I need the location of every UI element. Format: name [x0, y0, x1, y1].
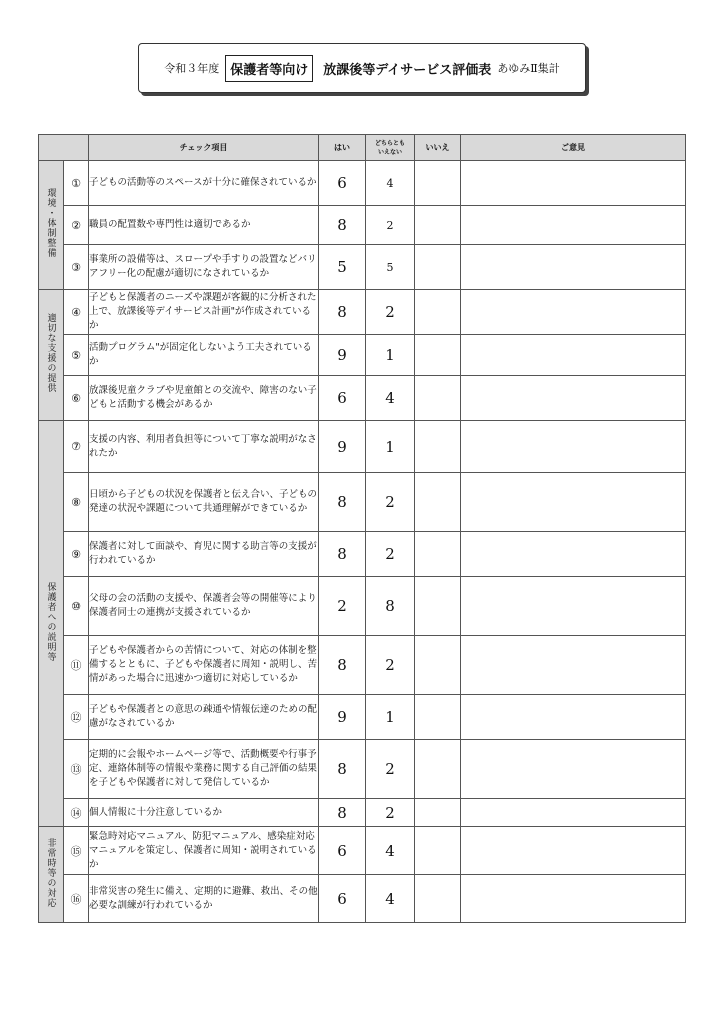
yes-count: 8 — [319, 740, 366, 799]
fiscal-year: 令和３年度 — [164, 62, 220, 75]
opinion-cell — [461, 827, 686, 875]
item-number: ⑭ — [64, 799, 89, 827]
neither-count: 2 — [366, 532, 415, 577]
no-count — [415, 577, 461, 636]
target-audience-label: 保護者等向け — [225, 55, 313, 82]
item-number: ⑥ — [64, 376, 89, 421]
no-count — [415, 421, 461, 473]
opinion-cell — [461, 335, 686, 376]
check-item-text: 活動プログラム"が固定化しないよう工夫されているか — [89, 335, 319, 376]
opinion-cell — [461, 473, 686, 532]
opinion-cell — [461, 875, 686, 923]
table-row — [39, 421, 686, 473]
opinion-cell — [461, 695, 686, 740]
header-neither — [366, 135, 415, 161]
check-item-text: 放課後児童クラブや児童館との交流や、障害のない子どもと活動する機会があるか — [89, 376, 319, 421]
table-row — [39, 376, 686, 421]
table-row — [39, 473, 686, 532]
opinion-cell — [461, 740, 686, 799]
table-row — [39, 799, 686, 827]
table-row — [39, 577, 686, 636]
check-item-text: 定期的に会報やホームページ等で、活動概要や行事予定、連絡体制等の情報や業務に関する自己評価の結果を子どもや保護者に対して発信しているか — [89, 740, 319, 799]
facility-name: あゆみⅡ集計 — [497, 62, 560, 75]
table-row — [39, 245, 686, 290]
item-number: ⑫ — [64, 695, 89, 740]
item-number: ① — [64, 161, 89, 206]
opinion-cell — [461, 421, 686, 473]
check-item-text: 支援の内容、利用者負担等について丁寧な説明がなされたか — [89, 421, 319, 473]
no-count — [415, 827, 461, 875]
check-item-text: 保護者に対して面談や、育児に関する助言等の支援が行われているか — [89, 532, 319, 577]
item-number: ⑨ — [64, 532, 89, 577]
yes-count: 8 — [319, 473, 366, 532]
no-count — [415, 473, 461, 532]
section-label: 保護者への説明等 — [45, 581, 56, 662]
check-item-text: 子どもや保護者からの苦情について、対応の体制を整備するとともに、子どもや保護者に周知・説明し、苦情があった場合に迅速かつ適切に対応しているか — [89, 636, 319, 695]
yes-count: 9 — [319, 335, 366, 376]
check-item-text: 父母の会の活動の支援や、保護者会等の開催等により保護者同士の連携が支援されているか — [89, 577, 319, 636]
header-blank-cell — [39, 135, 89, 161]
item-number: ③ — [64, 245, 89, 290]
no-count — [415, 290, 461, 335]
table-row — [39, 532, 686, 577]
yes-count: 6 — [319, 161, 366, 206]
table-row — [39, 636, 686, 695]
opinion-cell — [461, 799, 686, 827]
no-count — [415, 532, 461, 577]
section-label-cell — [39, 290, 64, 421]
item-number: ⑬ — [64, 740, 89, 799]
section-label-cell — [39, 421, 64, 827]
table-row — [39, 875, 686, 923]
opinion-cell — [461, 245, 686, 290]
yes-count: 8 — [319, 290, 366, 335]
header-yes: はい — [319, 135, 366, 161]
opinion-cell — [461, 161, 686, 206]
no-count — [415, 799, 461, 827]
section-label: 環境・体制整備 — [45, 188, 56, 258]
neither-count: 4 — [366, 875, 415, 923]
no-count — [415, 636, 461, 695]
no-count — [415, 695, 461, 740]
no-count — [415, 376, 461, 421]
check-item-text: 事業所の設備等は、スロープや手すりの設置などバリアフリー化の配慮が適切になされているか — [89, 245, 319, 290]
table-row — [39, 740, 686, 799]
item-number: ④ — [64, 290, 89, 335]
table-body — [39, 161, 686, 923]
neither-count: 2 — [366, 636, 415, 695]
item-number: ⑩ — [64, 577, 89, 636]
check-item-text: 日頃から子どもの状況を保護者と伝え合い、子どもの発達の状況や課題について共通理解ができているか — [89, 473, 319, 532]
opinion-cell — [461, 206, 686, 245]
neither-count: 2 — [366, 473, 415, 532]
header-opinion: ご意見 — [461, 135, 686, 161]
item-number: ⑧ — [64, 473, 89, 532]
neither-count: 1 — [366, 421, 415, 473]
opinion-cell — [461, 532, 686, 577]
neither-count: 2 — [366, 290, 415, 335]
no-count — [415, 875, 461, 923]
check-item-text: 非常災害の発生に備え、定期的に避難、救出、その他必要な訓練が行われているか — [89, 875, 319, 923]
item-number: ⑪ — [64, 636, 89, 695]
check-item-text: 子どもと保護者のニーズや課題が客観的に分析された上で、放課後等デイサービス計画"が作成されているか — [89, 290, 319, 335]
no-count — [415, 740, 461, 799]
neither-count: 8 — [366, 577, 415, 636]
header-neither-line2: いえない — [377, 148, 402, 156]
check-item-text: 職員の配置数や専門性は適切であるか — [89, 206, 319, 245]
evaluation-table — [38, 134, 686, 923]
form-title-box — [138, 43, 586, 93]
yes-count: 2 — [319, 577, 366, 636]
yes-count: 8 — [319, 532, 366, 577]
item-number: ⑮ — [64, 827, 89, 875]
opinion-cell — [461, 577, 686, 636]
neither-count: 2 — [366, 206, 415, 245]
no-count — [415, 206, 461, 245]
item-number: ② — [64, 206, 89, 245]
header-check-item: チェック項目 — [89, 135, 319, 161]
yes-count: 6 — [319, 827, 366, 875]
check-item-text: 子どもや保護者との意思の疎通や情報伝達のための配慮がなされているか — [89, 695, 319, 740]
neither-count: 5 — [366, 245, 415, 290]
yes-count: 6 — [319, 875, 366, 923]
section-label: 非常時等の対応 — [45, 837, 56, 908]
neither-count: 4 — [366, 827, 415, 875]
opinion-cell — [461, 376, 686, 421]
yes-count: 5 — [319, 245, 366, 290]
table-row — [39, 335, 686, 376]
section-label-cell — [39, 161, 64, 290]
item-number: ⑤ — [64, 335, 89, 376]
item-number: ⑯ — [64, 875, 89, 923]
yes-count: 9 — [319, 695, 366, 740]
header-no: いいえ — [415, 135, 461, 161]
no-count — [415, 245, 461, 290]
item-number: ⑦ — [64, 421, 89, 473]
yes-count: 8 — [319, 636, 366, 695]
table-row — [39, 695, 686, 740]
check-item-text: 緊急時対応マニュアル、防犯マニュアル、感染症対応マニュアルを策定し、保護者に周知・説明されているか — [89, 827, 319, 875]
check-item-text: 個人情報に十分注意しているか — [89, 799, 319, 827]
yes-count: 6 — [319, 376, 366, 421]
no-count — [415, 335, 461, 376]
table-header-row — [39, 135, 686, 161]
neither-count: 4 — [366, 376, 415, 421]
yes-count: 8 — [319, 799, 366, 827]
table-row — [39, 161, 686, 206]
neither-count: 1 — [366, 335, 415, 376]
yes-count: 8 — [319, 206, 366, 245]
neither-count: 2 — [366, 740, 415, 799]
header-neither-line1: どちらとも — [374, 139, 405, 147]
form-title: 放課後等デイサービス評価表 — [323, 62, 492, 78]
neither-count: 1 — [366, 695, 415, 740]
table-row — [39, 827, 686, 875]
opinion-cell — [461, 636, 686, 695]
neither-count: 4 — [366, 161, 415, 206]
section-label-cell — [39, 827, 64, 923]
table-row — [39, 290, 686, 335]
no-count — [415, 161, 461, 206]
opinion-cell — [461, 290, 686, 335]
section-label: 適切な支援の提供 — [45, 313, 56, 393]
yes-count: 9 — [319, 421, 366, 473]
neither-count: 2 — [366, 799, 415, 827]
check-item-text: 子どもの活動等のスペースが十分に確保されているか — [89, 161, 319, 206]
table-row — [39, 206, 686, 245]
